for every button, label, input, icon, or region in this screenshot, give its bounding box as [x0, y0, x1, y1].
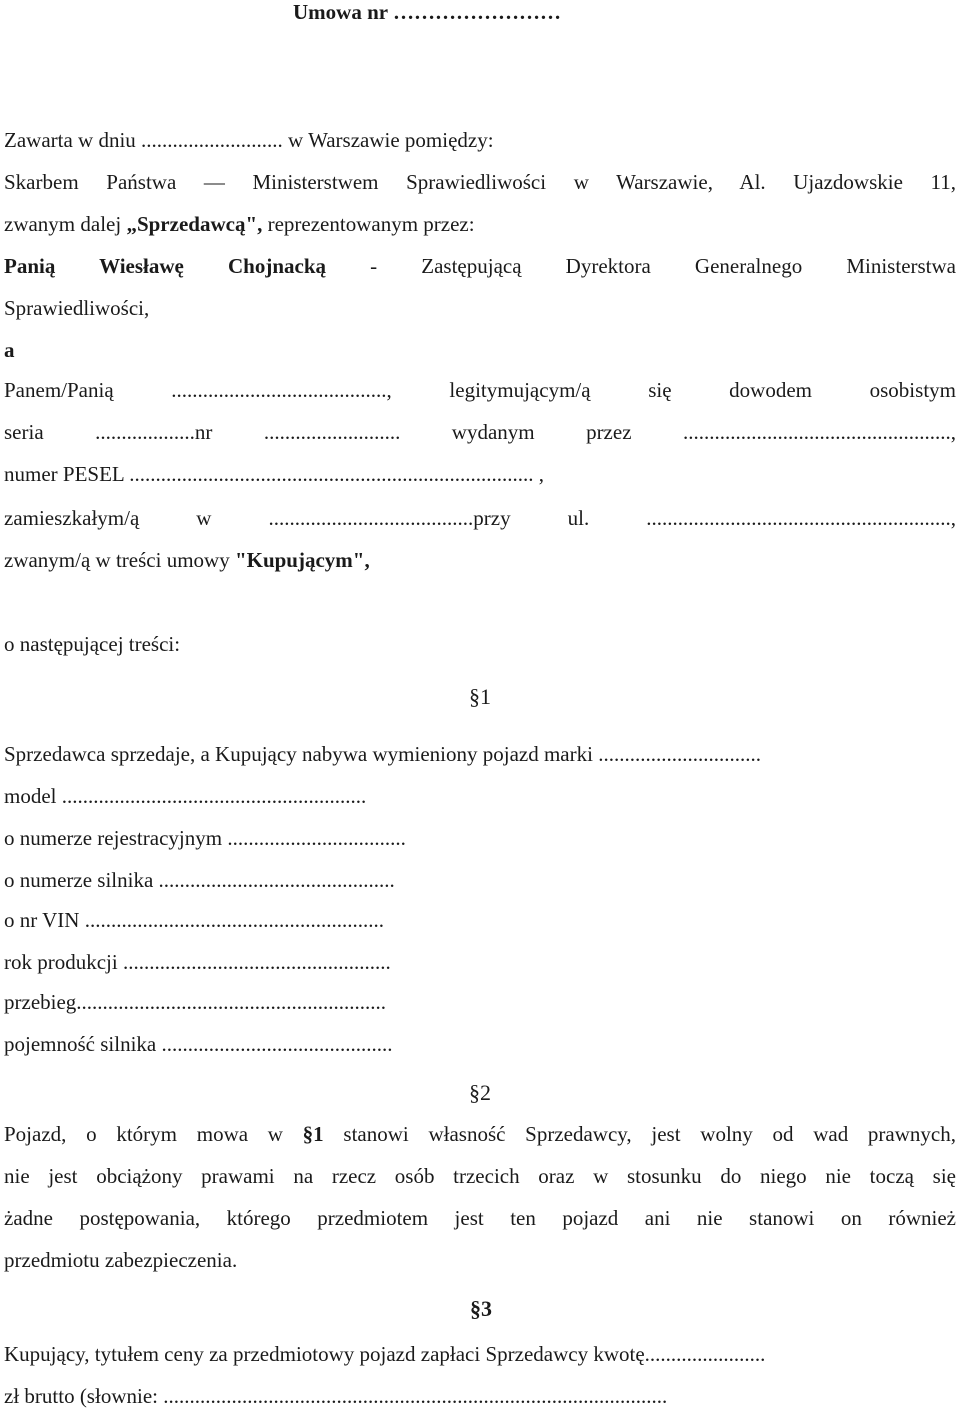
section-1-reference: [303, 1122, 324, 1146]
vehicle-engine-capacity-field: pojemność silnika ............................................: [4, 1032, 393, 1056]
seller-called-prefix: zwanym dalej: [4, 212, 127, 236]
buyer-called-prefix: zwanym/ą w treści umowy: [4, 548, 235, 572]
seller-role-label: „Sprzedawcą",: [126, 212, 263, 236]
seller-called-line: [4, 214, 475, 235]
section-2-line-4: przedmiotu zabezpieczenia.: [4, 1248, 238, 1272]
buyer-line-2: seria ...................nr .......................... wydanym przez ...................................................,: [4, 420, 956, 444]
section-3-heading: [470, 1298, 492, 1320]
vehicle-registration-field: o numerze rejestracyjnym ..................................: [4, 826, 406, 850]
section-2-heading: [469, 1082, 491, 1104]
section-1-number: 1: [480, 684, 491, 709]
representative-name: Panią Wiesławę Chojnacką: [4, 254, 327, 278]
vehicle-model-field: model ..........................................................: [4, 784, 367, 808]
section-3-symbol: §: [470, 1296, 481, 1321]
vehicle-year-field: rok produkcji ...................................................: [4, 950, 391, 974]
vehicle-mileage-field: przebieg...........................................................: [4, 990, 387, 1014]
buyer-role-label: "Kupującym",: [234, 548, 370, 572]
section-3-line-1: Kupujący, tytułem ceny za przedmiotowy pojazd zapłaci Sprzedawcy kwotę.......................: [4, 1342, 766, 1366]
vehicle-vin-field: o nr VIN .........................................................: [4, 908, 384, 932]
section-1-symbol: §: [469, 684, 480, 709]
section-ref-number: 1: [313, 1122, 324, 1146]
seller-line: Skarbem Państwa — Ministerstwem Sprawiedliwości w Warszawie, Al. Ujazdowskie 11,: [4, 170, 956, 194]
section-3-line-2: zł brutto (słownie: ................................................................................................: [4, 1384, 668, 1408]
section-3-number: 3: [481, 1296, 492, 1321]
section-1-heading: [469, 686, 491, 708]
section-2-line-3: żadne postępowania, którego przedmiotem jest ten pojazd ani nie stanowi on również: [4, 1206, 956, 1230]
seller-called-suffix: reprezentowanym przez:: [262, 212, 475, 236]
representative-line: [4, 256, 956, 277]
representative-role-cont: Sprawiedliwości,: [4, 296, 150, 320]
section-ref-symbol: §: [302, 1122, 314, 1146]
date-line: Zawarta w dniu ........................... w Warszawie pomiędzy:: [4, 128, 494, 152]
vehicle-engine-number-field: o numerze silnika .............................................: [4, 868, 395, 892]
section-2-line-1-suffix: stanowi własność Sprzedawcy, jest wolny od wad prawnych,: [323, 1122, 956, 1146]
section-1-lead: Sprzedawca sprzedaje, a Kupujący nabywa wymieniony pojazd marki ...............................: [4, 742, 761, 766]
section-2-symbol: §: [469, 1080, 480, 1105]
section-2-line-1-prefix: Pojazd, o którym mowa w: [4, 1122, 303, 1146]
representative-role: - Zastępującą Dyrektora Generalnego Ministerstwa: [326, 254, 956, 278]
buyer-line-1: Panem/Panią ........................................., legitymującym/ą się dowodem osobistym: [4, 378, 956, 402]
content-intro: o następującej treści:: [4, 632, 181, 656]
buyer-line-4: zamieszkałym/ą w .......................................przy ul. ..........................................................,: [4, 506, 956, 530]
buyer-called-line: [4, 550, 370, 571]
section-2-line-2: nie jest obciążony prawami na rzecz osób trzecich oraz w stosunku do niego nie toczą się: [4, 1164, 956, 1188]
buyer-line-3: numer PESEL ............................................................................. ,: [4, 462, 544, 486]
section-2-line-1: [4, 1124, 956, 1145]
section-2-number: 2: [480, 1080, 491, 1105]
contract-title: Umowa nr ……………………: [293, 0, 561, 24]
and-conjunction: a: [4, 338, 15, 362]
